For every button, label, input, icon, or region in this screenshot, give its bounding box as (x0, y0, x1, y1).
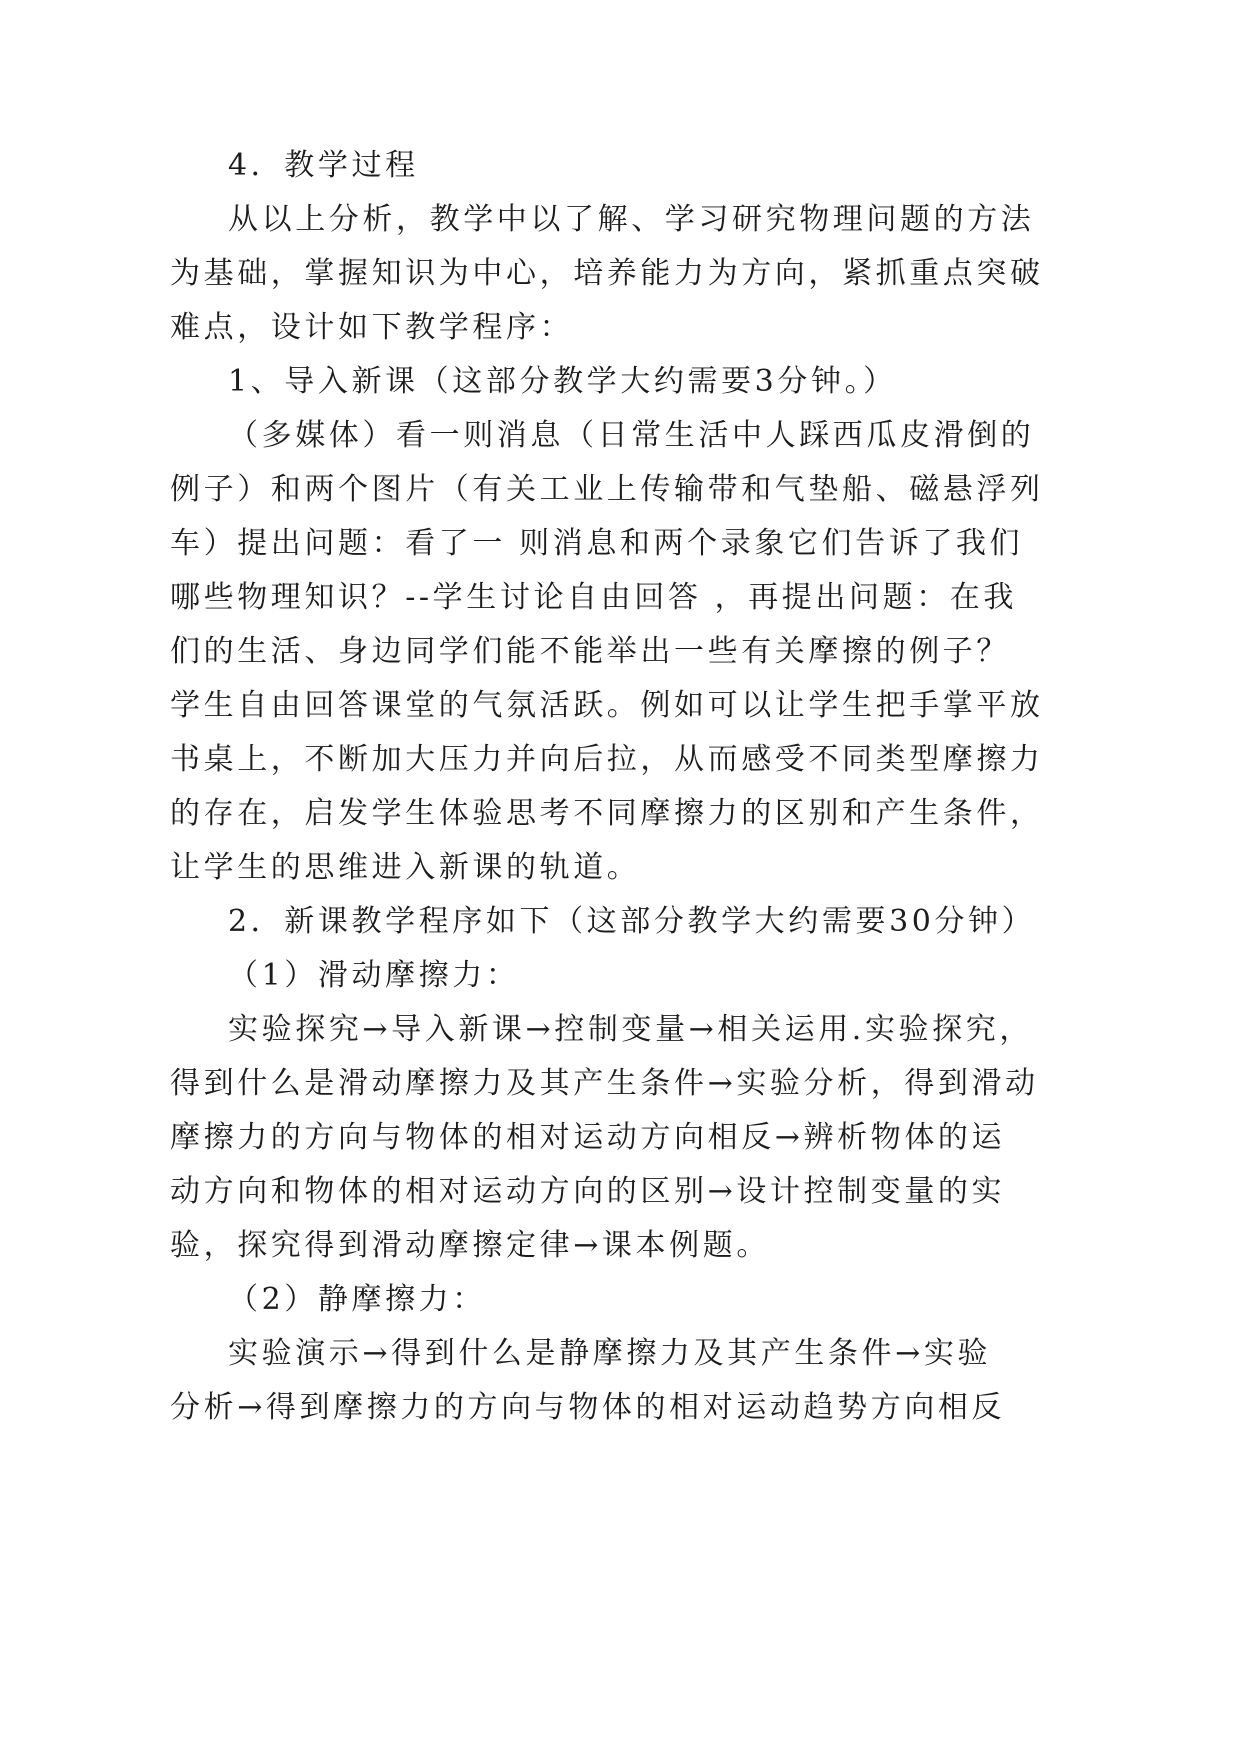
paragraph-line: 为基础，掌握知识为中心，培养能力为方向，紧抓重点突破 (170, 256, 1044, 291)
paragraph-line: 例子）和两个图片（有关工业上传输带和气垫船、磁悬浮列 (170, 472, 1044, 507)
paragraph-line: （多媒体）看一则消息（日常生活中人踩西瓜皮滑倒的 (228, 418, 1035, 453)
paragraph-line: 的存在，启发学生体验思考不同摩擦力的区别和产生条件， (170, 796, 1044, 831)
paragraph-line: 摩擦力的方向与物体的相对运动方向相反→辨析物体的运 (170, 1120, 1006, 1155)
subsection-heading: 1、导入新课（这部分教学大约需要3分钟。） (228, 364, 897, 399)
paragraph-line: 分析→得到摩擦力的方向与物体的相对运动趋势方向相反 (170, 1390, 1006, 1425)
subsection-heading: （2）静摩擦力： (228, 1282, 486, 1317)
paragraph-line: 学生自由回答课堂的气氛活跃。例如可以让学生把手掌平放 (170, 688, 1044, 723)
paragraph-line: 实验探究→导入新课→控制变量→相关运用.实验探究， (228, 1012, 1033, 1047)
paragraph-line: 得到什么是滑动摩擦力及其产生条件→实验分析，得到滑动 (170, 1066, 1039, 1101)
paragraph-line: 验，探究得到滑动摩擦定律→课本例题。 (170, 1228, 770, 1263)
subsection-heading: 2．新课教学程序如下（这部分教学大约需要30分钟） (228, 904, 1036, 939)
paragraph-line: 动方向和物体的相对运动方向的区别→设计控制变量的实 (170, 1174, 1006, 1209)
paragraph-line: 难点，设计如下教学程序： (170, 310, 574, 345)
paragraph-line: 哪些物理知识？--学生讨论自由回答 ，再提出问题：在我 (170, 580, 1018, 615)
subsection-heading: （1）滑动摩擦力： (228, 958, 520, 993)
paragraph-line: 们的生活、身边同学们能不能举出一些有关摩擦的例子？ (170, 634, 1010, 669)
section-heading: 4．教学过程 (228, 148, 419, 183)
paragraph-line: 车）提出问题：看了一 则消息和两个录象它们告诉了我们 (170, 526, 1024, 561)
paragraph-line: 让学生的思维进入新课的轨道。 (170, 850, 641, 885)
paragraph-line: 实验演示→得到什么是静摩擦力及其产生条件→实验 (228, 1336, 992, 1371)
paragraph-line: 书桌上，不断加大压力并向后拉，从而感受不同类型摩擦力 (170, 742, 1044, 777)
paragraph-line: 从以上分析，教学中以了解、学习研究物理问题的方法 (228, 202, 1035, 237)
